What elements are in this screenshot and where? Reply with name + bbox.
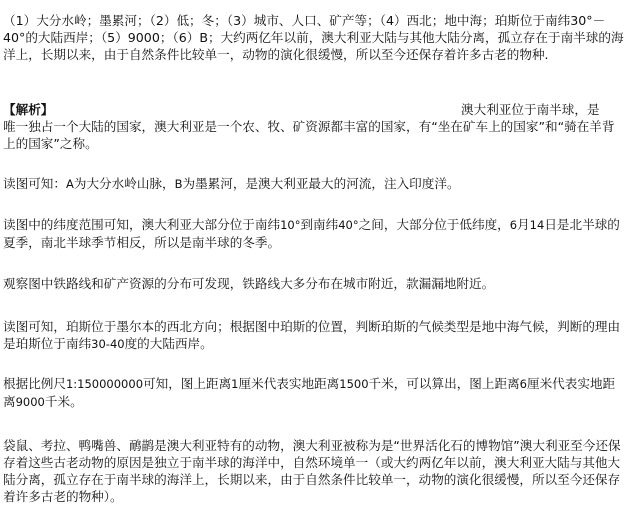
p5-text-4: 千米，可以算出，图上距离: [368, 376, 520, 391]
paragraph-railways: 观察图中铁路线和矿产资源的分布可发现，铁路线大多分布在城市附近，款漏漏地附近。: [3, 276, 495, 291]
p2-num-1: 10°: [280, 218, 301, 232]
p5-num-1: 1:150000000: [65, 377, 144, 391]
label-a: A: [65, 177, 74, 191]
p2-text-3: 之间，大部分位于低纬度，: [358, 217, 510, 232]
p5-num-4: 6: [519, 377, 527, 391]
label-b: B: [174, 177, 183, 191]
p5-num-2: 1: [231, 377, 239, 391]
p2-text-4: 月: [517, 217, 530, 232]
p1-text-2: 为大分水岭山脉，: [73, 176, 175, 191]
p2-num-3: 6: [509, 218, 518, 232]
p2-num-2: 40°: [338, 218, 359, 232]
answer-text: （1）大分水岭；墨累河；（2）低；冬；（3）城市、人口、矿产等；（4）西北；地中海；珀斯位于南纬30°－40°的大陆西岸；（5）9000；（6）B；大约两亿年以前，澳大利亚大陆与其他大陆分离，孤立存在于南半球的海洋上，长期以来，由于自然条件比较单一，动物的演化很缓慢，所以至今还保存着许多古老的物种.: [3, 13, 624, 62]
paragraph-scale: [3, 375, 627, 411]
analysis-header: [3, 101, 627, 118]
paragraph-latitude: [3, 216, 627, 251]
p5-num-5: 9000: [15, 395, 45, 409]
p2-num-4: 14: [529, 218, 545, 232]
p2-text-1: 读图中的纬度范围可知，澳大利亚大部分位于南纬: [3, 217, 281, 232]
p4-num-1: 30-40: [91, 337, 125, 351]
p2-text-2: 到南纬: [300, 217, 339, 232]
p5-text-1: 根据比例尺: [3, 376, 66, 391]
p4-text-1: 读图可知，珀斯位于墨尔本的西北方向；根据图中珀斯的位置，判断珀斯的气候类型是地中海气候，判断的理由是珀斯位于南纬: [3, 319, 621, 351]
p4-text-2: 度的大陆西岸。: [124, 336, 213, 351]
paragraph-perth: [3, 318, 627, 353]
paragraph-animals: 袋鼠、考拉、鸭嘴兽、鸸鹋是澳大利亚特有的动物，澳大利亚被称为是“世界活化石的博物馆”澳大利亚至今还保存着这些古老动物的原因是独立于南半球的海洋中，自然环境单一（或大约两亿年以前，澳大利亚大陆与其他大陆分离，孤立存在于南半球的海洋上，长期以来，由于自然条件比较单一，动物的演化很缓慢，所以至今还保存着许多古老的物种）。: [3, 438, 621, 504]
p1-text-1: 读图可知：: [3, 176, 66, 191]
analysis-intro-first: 澳大利亚位于南半球，是: [461, 102, 600, 117]
p5-text-3: 厘米代表实地距离: [238, 376, 340, 391]
p5-text-2: 可知，图上距离: [143, 376, 232, 391]
analysis-intro-rest: 唯一独占一个大陆的国家，澳大利亚是一个农、牧、矿资源都丰富的国家，有“坐在矿车上的国家”和“骑在羊背上的国家”之称。: [3, 119, 615, 151]
p1-text-3: 为墨累河，是澳大利亚最大的河流，注入印度洋。: [182, 176, 460, 191]
p2-text-5: 日是北半球的夏季，南北半球季节相反，所以是南半球的冬季。: [3, 217, 620, 250]
p5-num-3: 1500: [339, 377, 369, 391]
paragraph-rivers: [3, 175, 627, 193]
p5-text-5: 厘米代表实地距离: [3, 376, 616, 409]
p5-text-6: 千米。: [44, 394, 83, 409]
analysis-label: 【解析】: [3, 102, 54, 117]
